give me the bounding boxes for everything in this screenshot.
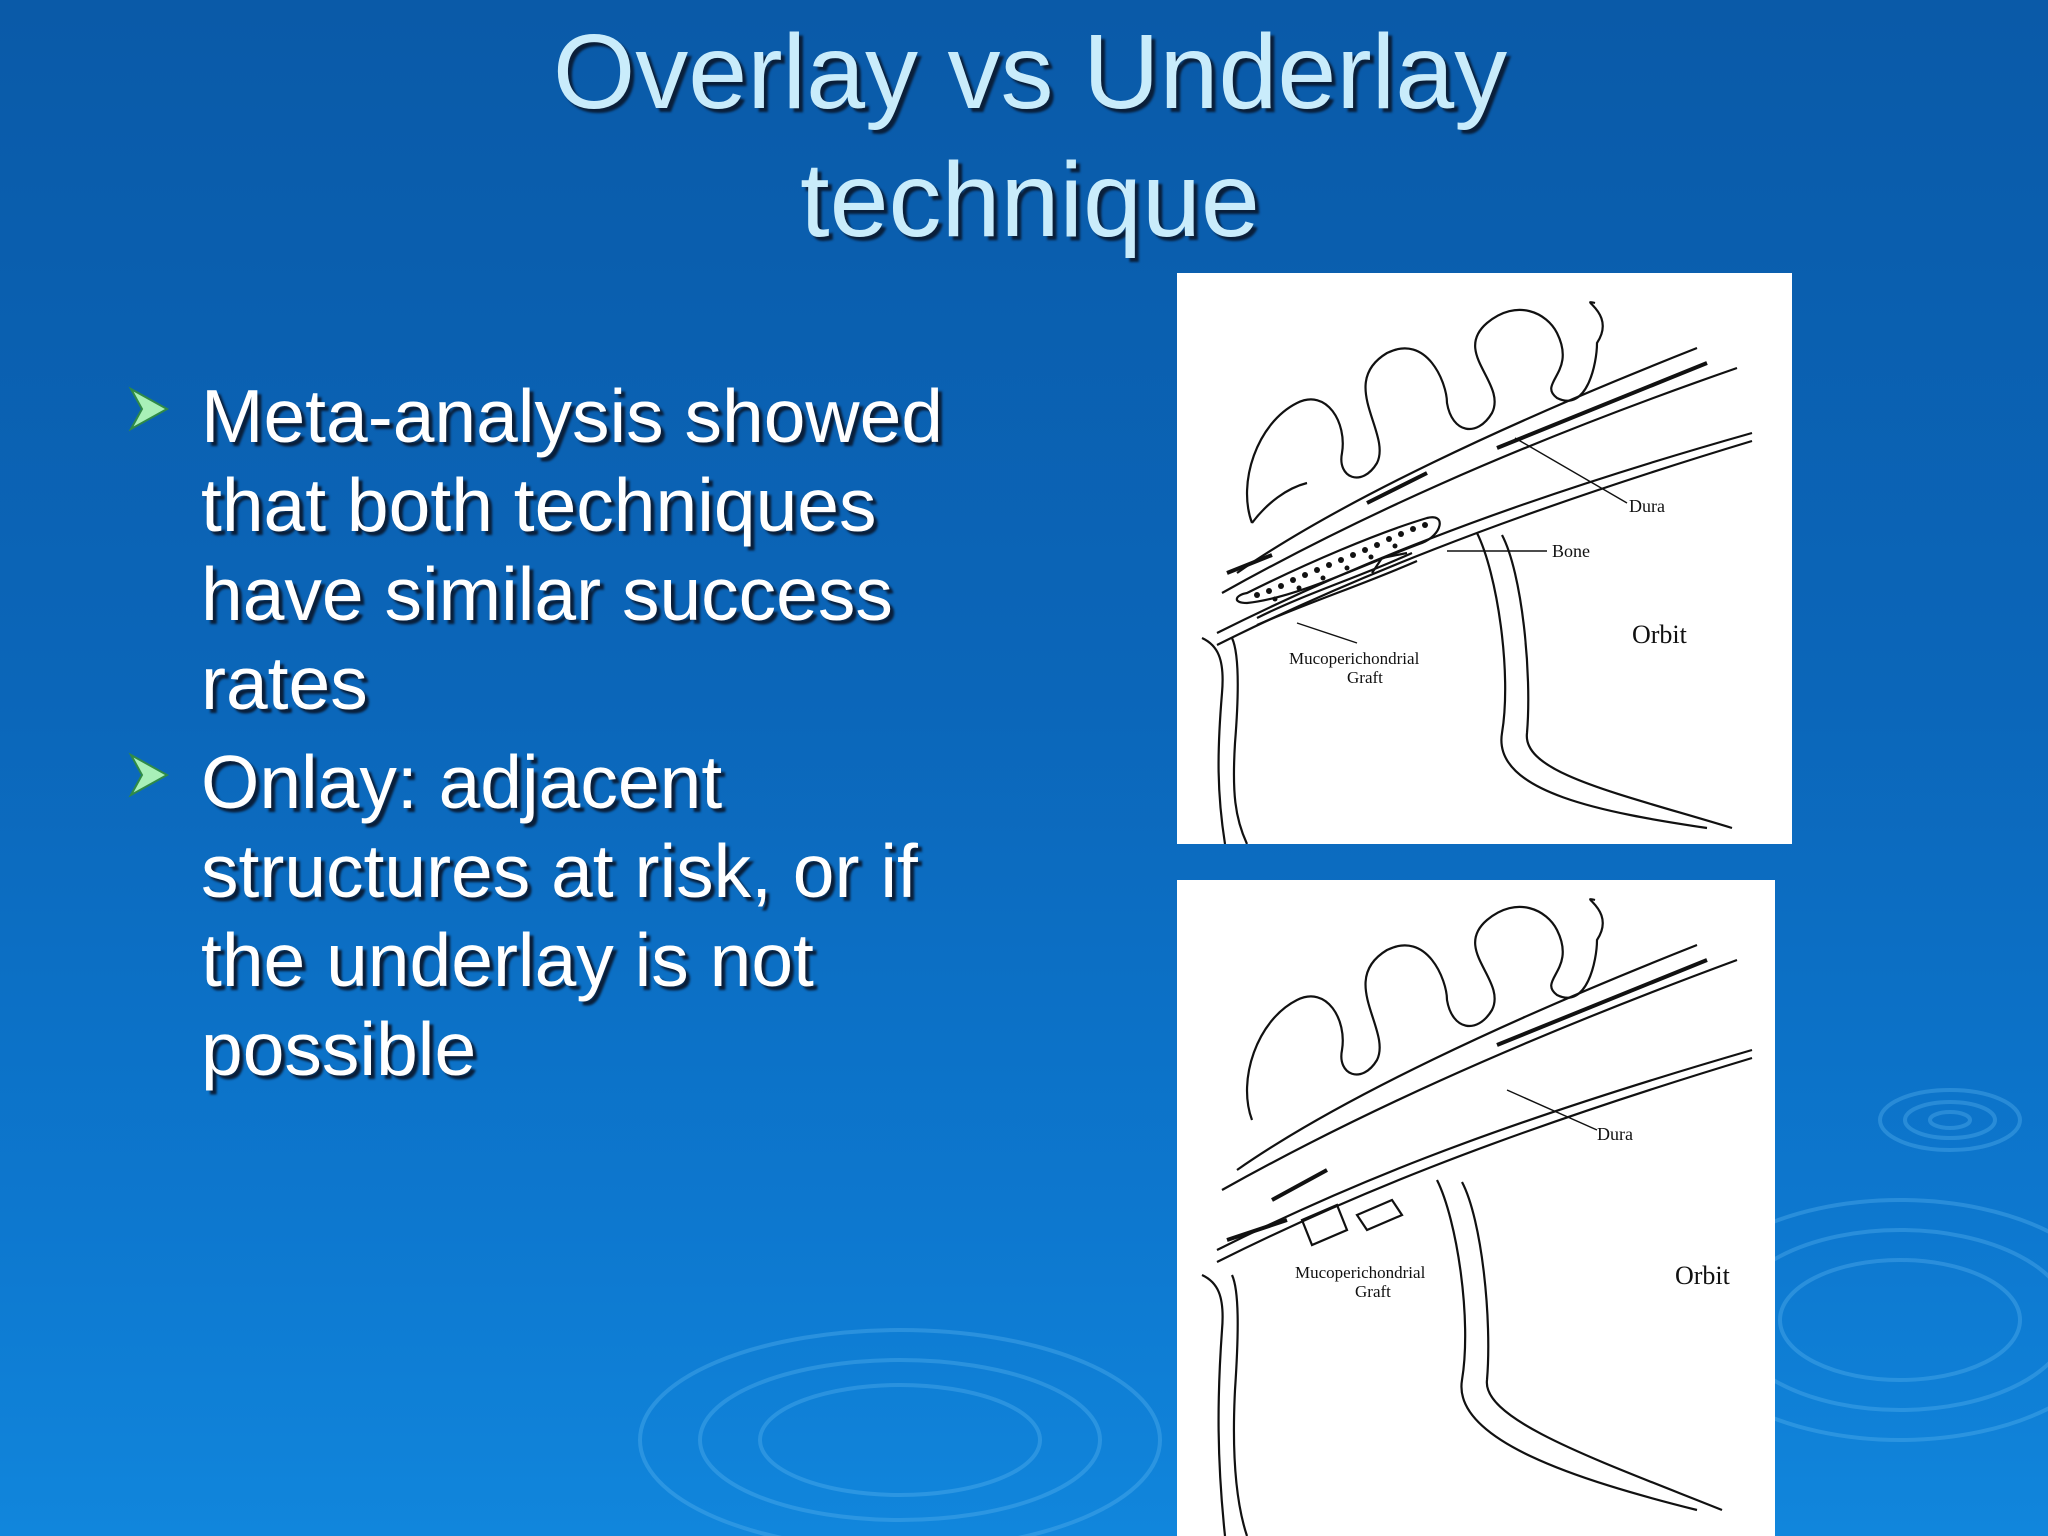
bullet-list — [128, 372, 1008, 1104]
graft-label-line-2: Graft — [1355, 1282, 1391, 1301]
bullet-text: Meta-analysis showed that both techniques have similar success rates — [201, 374, 944, 725]
graft-label-line-2: Graft — [1347, 668, 1383, 687]
dura-label: Dura — [1629, 496, 1665, 516]
arrow-bullet-icon — [128, 386, 170, 432]
bullet-item — [128, 372, 1008, 728]
dura-label: Dura — [1597, 1124, 1633, 1144]
bullet-text: Onlay: adjacent structures at risk, or if the underlay is not possible — [201, 740, 918, 1091]
orbit-label: Orbit — [1675, 1261, 1730, 1290]
bone-label: Bone — [1552, 541, 1590, 561]
arrow-bullet-icon — [128, 752, 170, 798]
underlay-diagram — [1177, 273, 1792, 844]
bullet-item — [128, 738, 1008, 1094]
overlay-diagram-drawing — [1177, 880, 1775, 1536]
graft-label-line-1: Mucoperichondrial — [1289, 649, 1420, 668]
slide-title-line-2: technique — [800, 141, 1260, 259]
graft-label-line-1: Mucoperichondrial — [1295, 1263, 1426, 1282]
slide-title — [330, 8, 1730, 264]
orbit-label: Orbit — [1632, 620, 1687, 649]
underlay-diagram-drawing — [1177, 273, 1792, 844]
slide-title-line-1: Overlay vs Underlay — [552, 13, 1508, 131]
overlay-diagram — [1177, 880, 1775, 1536]
